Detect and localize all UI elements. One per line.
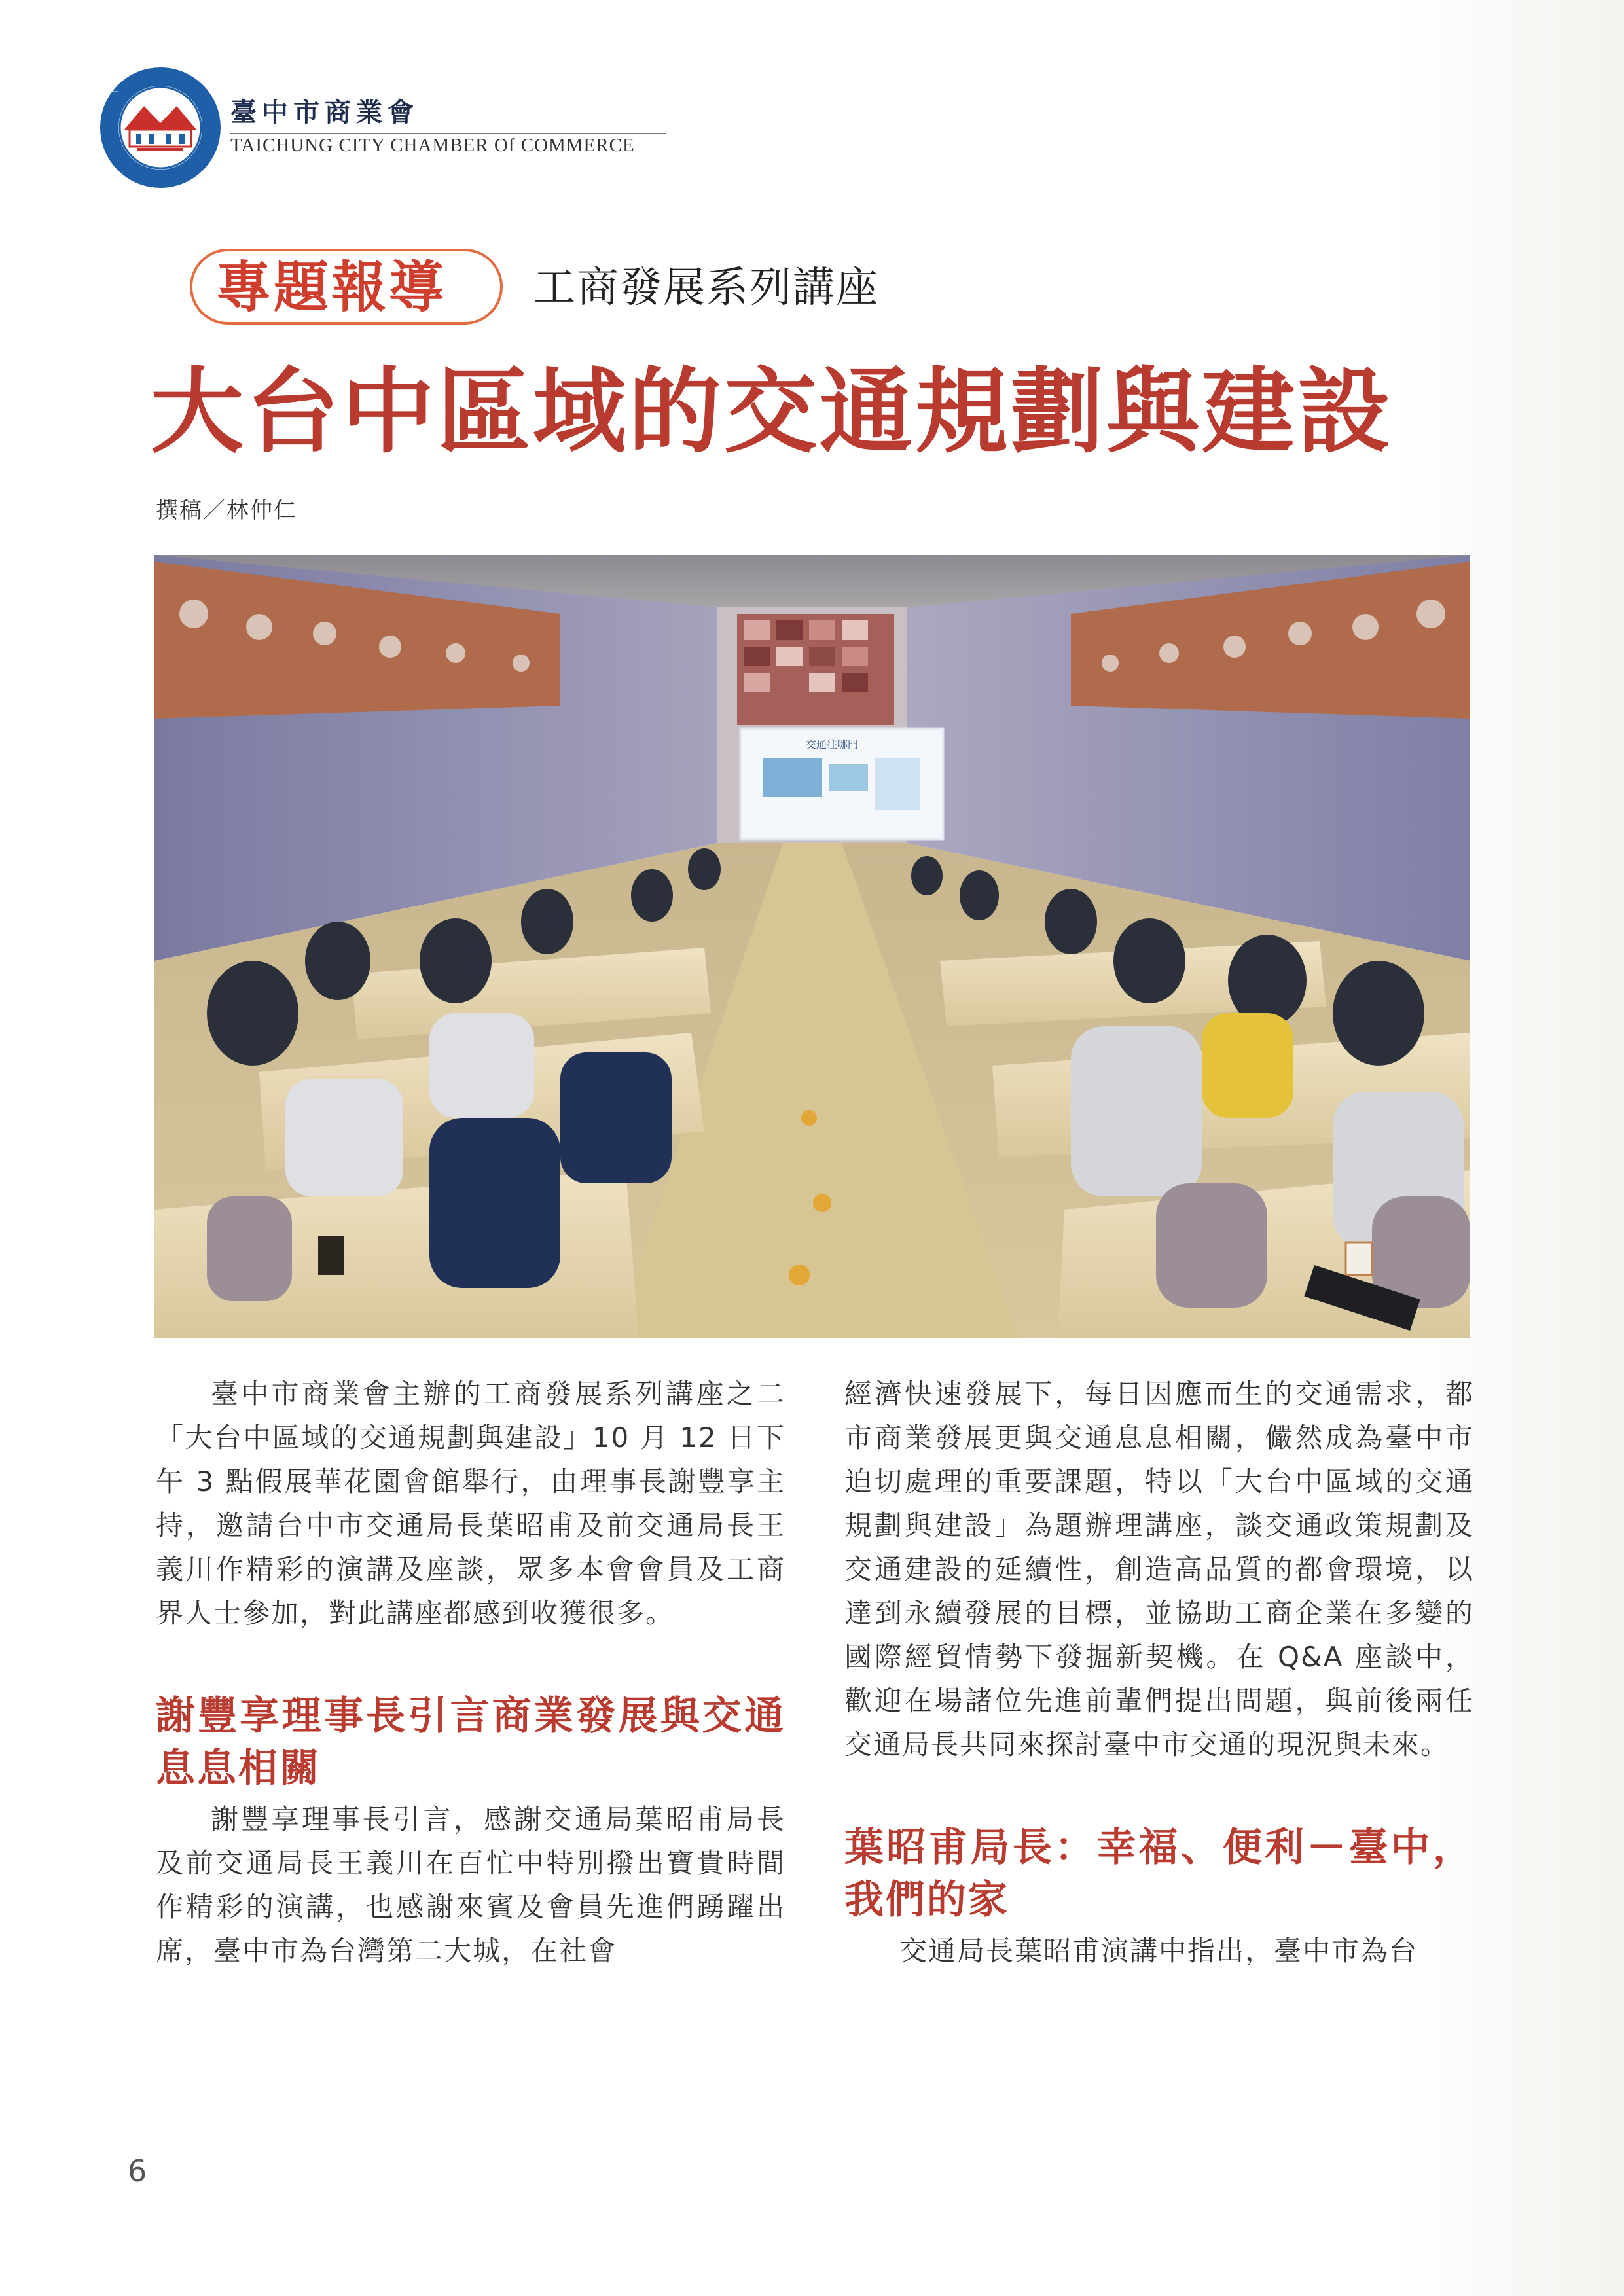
org-name-zh: 臺中市商業會 — [230, 97, 419, 128]
article-column-left — [156, 1372, 785, 1973]
byline: 撰稿／林仲仁 — [156, 497, 297, 524]
chamber-logo-icon — [98, 65, 223, 190]
director-paragraph: 交通局長葉昭甫演講中指出，臺中市為台 — [899, 1935, 1418, 1967]
article-column-right — [844, 1372, 1474, 1973]
chairman-paragraph: 謝豐享理事長引言，感謝交通局葉昭甫局長及前交通局長王義川在百忙中特別撥出寶貴時間作精彩的演講，也感謝來賓及會員先進們踴躍出席，臺中市為台灣第二大城，在社會 — [156, 1803, 785, 1967]
intro-paragraph: 臺中市商業會主辦的工商發展系列講座之二「大台中區域的交通規劃與建設」10 月 12 日下午 3 點假展華花園會館舉行，由理事長謝豐享主持，邀請台中市交通局長葉昭甫及前交通局長王義川作精彩的演講及座談，眾多本會會員及工商界人士參加，對此講座都感到收獲很多。 — [156, 1378, 785, 1629]
series-title: 工商發展系列講座 — [533, 264, 879, 312]
screen-caption: 交通往哪門 — [806, 738, 859, 751]
topic-tag: 專題報導 — [216, 255, 447, 319]
header-divider — [230, 133, 666, 134]
continued-paragraph: 經濟快速發展下，每日因應而生的交通需求，都市商業發展更與交通息息相關，儼然成為臺中市迫切處理的重要課題，特以「大台中區域的交通規劃與建設」為題辦理講座，談交通政策規劃及交通建設的延續性，創造高品質的都會環境，以達到永續發展的目標，並協助工商企業在多變的國際經貿情勢下發掘新契機。在 Q&A 座談中，歡迎在場諸位先進前輩們提出問題，與前後兩任交通局長共同來探討臺中市交通的現況與未來。 — [844, 1378, 1474, 1761]
page-number: 6 — [128, 2153, 147, 2189]
section-heading-director: 葉昭甫局長：幸福、便利－臺中，我們的家 — [844, 1825, 1474, 1923]
org-name-en: TAICHUNG CITY CHAMBER Of COMMERCE — [230, 135, 635, 156]
article-title: 大台中區域的交通規劃與建設 — [151, 358, 1393, 466]
lecture-hall-photo — [154, 555, 1470, 1338]
section-heading-chairman: 謝豐享理事長引言商業發展與交通息息相關 — [156, 1693, 785, 1791]
